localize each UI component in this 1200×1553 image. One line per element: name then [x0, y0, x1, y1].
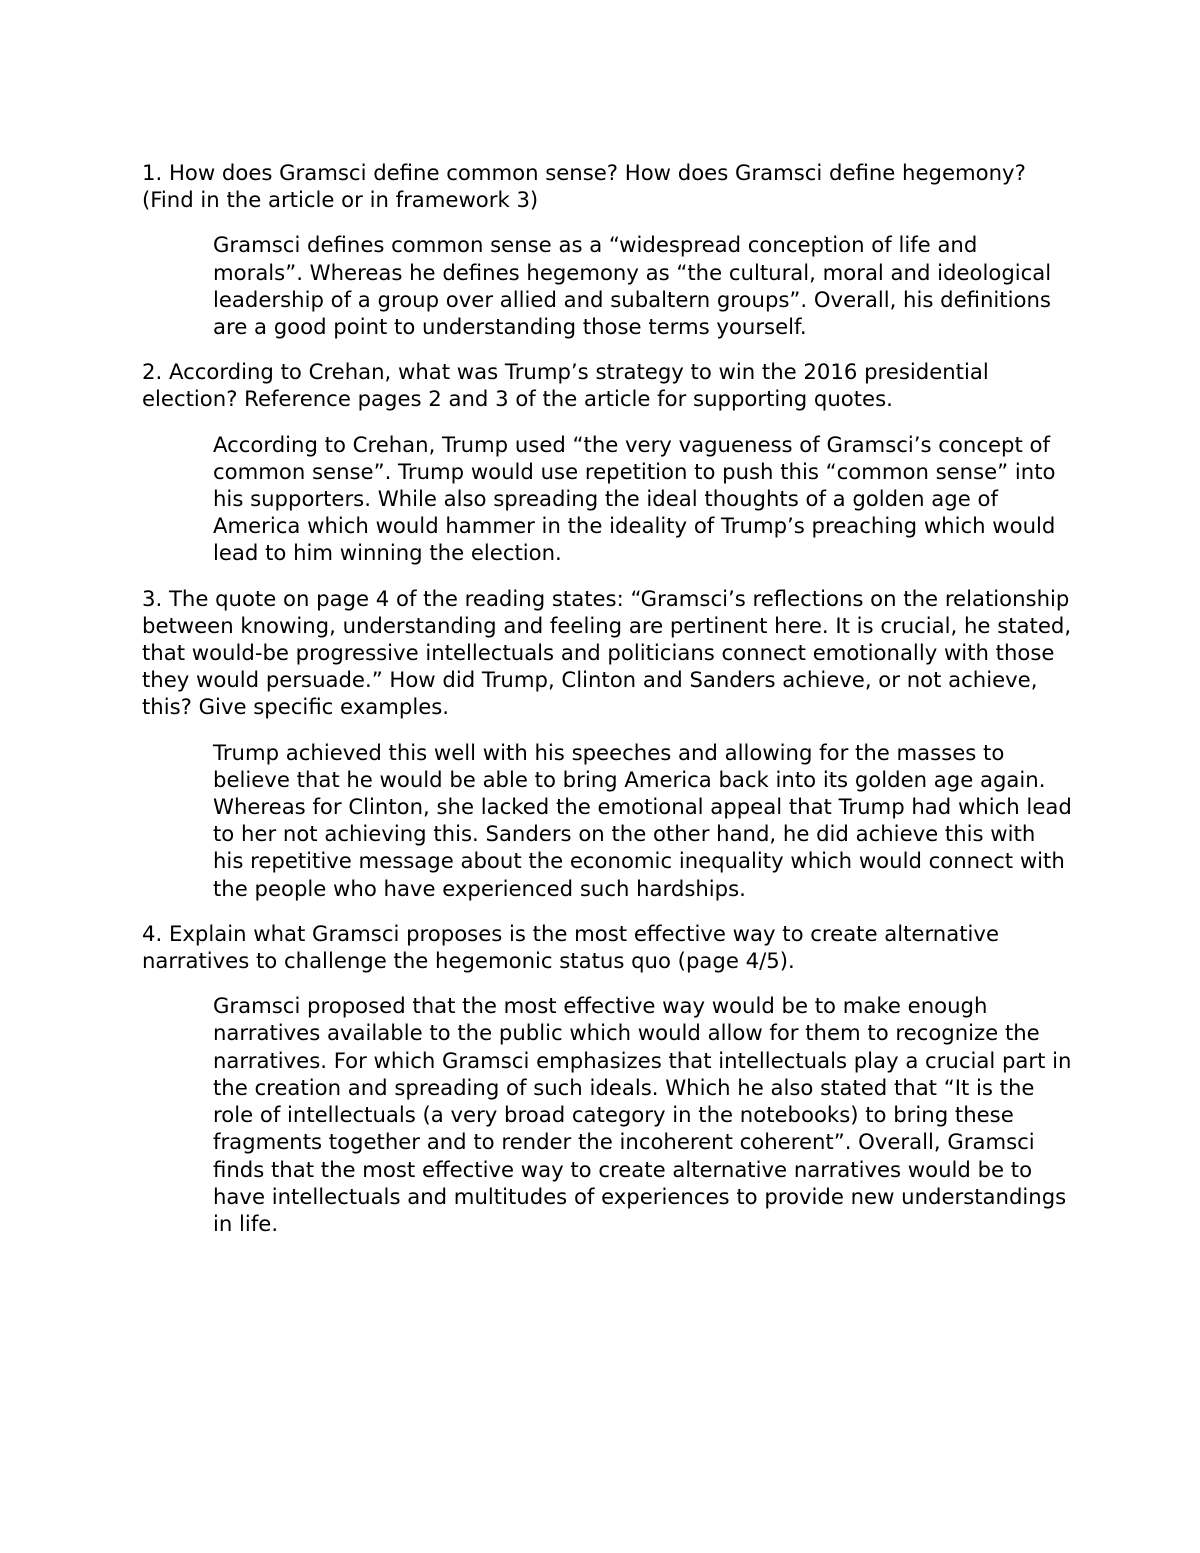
document-body: [142, 159, 1072, 1255]
answer-1: Gramsci defines common sense as a “widespread conception of life and morals”. Whereas he defines hegemony as “the cultural, moral and ideological leadership of a group over allied and subaltern groups”. Overall, his definitions are a good point to understanding those terms yourself.: [213, 232, 1052, 340]
answer-2: According to Crehan, Trump used “the very vagueness of Gramsci’s concept of common sense”. Trump would use repetition to push this “common sense” into his supporters. While also spreading the ideal thoughts of a golden age of America which would hammer in the ideality of Trump’s preaching which would lead to him winning the election.: [213, 431, 1056, 566]
question-4: 4. Explain what Gramsci proposes is the most effective way to create alternative narratives to challenge the hegemonic status quo (page 4/5).: [142, 920, 999, 974]
question-2: 2. According to Crehan, what was Trump’s strategy to win the 2016 presidential election? Reference pages 2 and 3 of the article for supporting quotes.: [142, 359, 989, 412]
question-1: 1. How does Gramsci define common sense? How does Gramsci define hegemony? (Find in the article or in framework 3): [142, 160, 1026, 213]
answer-4: Gramsci proposed that the most effective way would be to make enough narratives available to the public which would allow for them to recognize the narratives. For which Gramsci emphasizes that intellectuals play a crucial part in the creation and spreading of such ideals. Which he also stated that “It is the role of intellectuals (a very broad category in the notebooks) to bring these fragments together and to render the incoherent coherent”. Overall, Gramsci finds that the most effective way to create alternative narratives would be to have intellectuals and multitudes of experiences to provide new understandings in life.: [213, 993, 1072, 1236]
answer-3: Trump achieved this well with his speeches and allowing for the masses to believe that he would be able to bring America back into its golden age again. Whereas for Clinton, she lacked the emotional appeal that Trump had which lead to her not achieving this. Sanders on the other hand, he did achieve this with his repetitive message about the economic inequality which would connect with the people who have experienced such hardships.: [213, 739, 1072, 901]
question-3: 3. The quote on page 4 of the reading states: “Gramsci’s reflections on the relationship between knowing, understanding and feeling are pertinent here. It is crucial, he stated, that would-be progressive intellectuals and politicians connect emotionally with those they would persuade.” How did Trump, Clinton and Sanders achieve, or not achieve, this? Give specific examples.: [142, 585, 1072, 720]
